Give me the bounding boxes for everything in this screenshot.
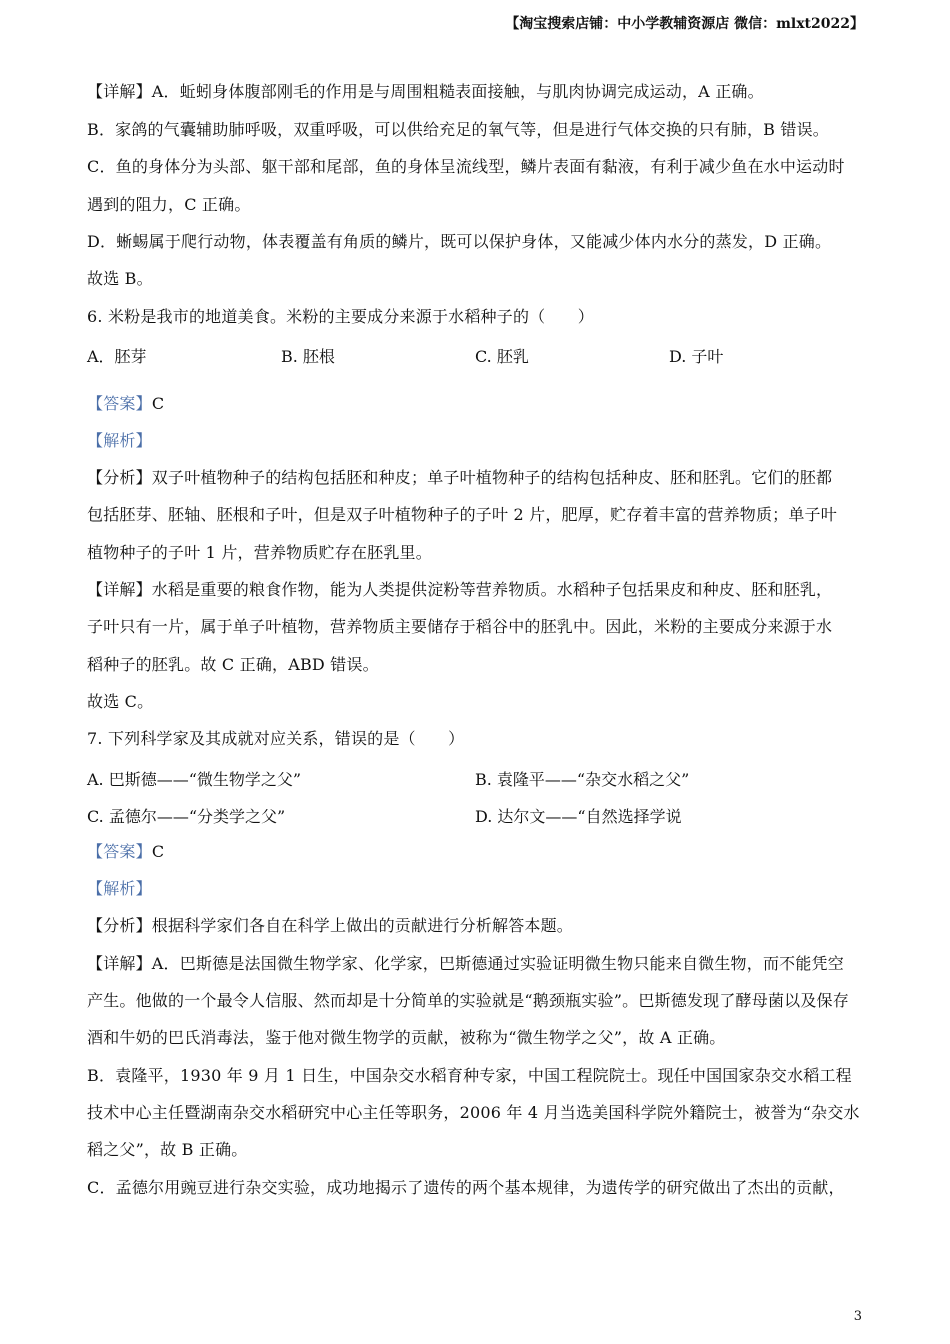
detail-line: 产生。他做的一个最令人信服、然而却是十分简单的实验就是“鹅颈瓶实验”。巴斯德发现了酵母菌以及保存 [87, 991, 849, 1010]
detail-line: C．鱼的身体分为头部、躯干部和尾部，鱼的身体呈流线型，鳞片表面有黏液，有利于减少鱼在水中运动时 [87, 157, 845, 176]
q6-option-a: A．胚芽 [87, 347, 147, 366]
answer-tag: 【答案】 [87, 842, 152, 861]
detail-line: C．孟德尔用豌豆进行杂交实验，成功地揭示了遗传的两个基本规律，为遗传学的研究做出了杰出的贡献， [87, 1178, 845, 1197]
question-7: 7. 下列科学家及其成就对应关系，错误的是（ ） [87, 729, 465, 748]
q7-option-b: B. 袁隆平——“杂交水稻之父” [475, 770, 690, 789]
analysis-tag: 【解析】 [87, 431, 152, 450]
analysis-line: 【分析】双子叶植物种子的结构包括胚和种皮；单子叶植物种子的结构包括种皮、胚和胚乳。它们的胚都 [87, 468, 833, 487]
question-6: 6. 米粉是我市的地道美食。米粉的主要成分来源于水稻种子的（ ） [87, 307, 594, 326]
detail-line: 稻种子的胚乳。故 C 正确，ABD 错误。 [87, 655, 379, 674]
detail-line: D．蜥蜴属于爬行动物，体表覆盖有角质的鳞片，既可以保护身体，又能减少体内水分的蒸发，D 正确。 [87, 232, 832, 251]
conclusion-line: 故选 C。 [87, 692, 154, 711]
detail-line: 技术中心主任暨湖南杂交水稻研究中心主任等职务，2006 年 4 月当选美国科学院外籍院士，被誉为“杂交水 [87, 1103, 860, 1122]
q6-option-d: D. 子叶 [669, 347, 724, 366]
analysis-line: 包括胚芽、胚轴、胚根和子叶，但是双子叶植物种子的子叶 2 片，肥厚，贮存着丰富的营养物质；单子叶 [87, 505, 837, 524]
q6-option-c: C. 胚乳 [475, 347, 529, 366]
q7-option-d: D. 达尔文——“自然选择学说 [475, 807, 682, 826]
answer-value: C [151, 842, 165, 861]
detail-line: 稻之父”，故 B 正确。 [87, 1140, 248, 1159]
answer-6 [87, 394, 164, 414]
detail-line: 【详解】水稻是重要的粮食作物，能为人类提供淀粉等营养物质。水稻种子包括果皮和种皮、胚和胚乳， [87, 580, 833, 599]
detail-line: 酒和牛奶的巴氏消毒法，鉴于他对微生物学的贡献，被称为“微生物学之父”，故 A 正确。 [87, 1028, 726, 1047]
page-header: 【淘宝搜索店铺：中小学教辅资源店 微信：mlxt2022】 [505, 16, 864, 32]
q6-option-b: B. 胚根 [281, 347, 335, 366]
answer-7 [87, 842, 164, 862]
q7-option-c: C. 孟德尔——“分类学之父” [87, 807, 286, 826]
answer-tag: 【答案】 [87, 394, 152, 413]
detail-line: 【详解】A．巴斯德是法国微生物学家、化学家，巴斯德通过实验证明微生物只能来自微生物，而不能凭空 [87, 954, 844, 973]
detail-line: 遇到的阻力，C 正确。 [87, 195, 251, 214]
q7-option-a: A. 巴斯德——“微生物学之父” [87, 770, 302, 789]
page-number: 3 [853, 1309, 862, 1324]
detail-line: B．家鸽的气囊辅助肺呼吸，双重呼吸，可以供给充足的氧气等，但是进行气体交换的只有肺，B 错误。 [87, 120, 830, 139]
analysis-line: 植物种子的子叶 1 片，营养物质贮存在胚乳里。 [87, 543, 432, 562]
analysis-tag: 【解析】 [87, 879, 152, 898]
analysis-line: 【分析】根据科学家们各自在科学上做出的贡献进行分析解答本题。 [87, 916, 574, 935]
answer-value: C [151, 394, 165, 413]
detail-line: 【详解】A．蚯蚓身体腹部刚毛的作用是与周围粗糙表面接触，与肌肉协调完成运动，A 正确。 [87, 82, 764, 101]
detail-line: 子叶只有一片，属于单子叶植物，营养物质主要储存于稻谷中的胚乳中。因此，米粉的主要成分来源于水 [87, 617, 833, 636]
detail-line: B．袁隆平，1930 年 9 月 1 日生，中国杂交水稻育种专家，中国工程院院士。现任中国国家杂交水稻工程 [87, 1066, 852, 1085]
conclusion-line: 故选 B。 [87, 269, 153, 288]
